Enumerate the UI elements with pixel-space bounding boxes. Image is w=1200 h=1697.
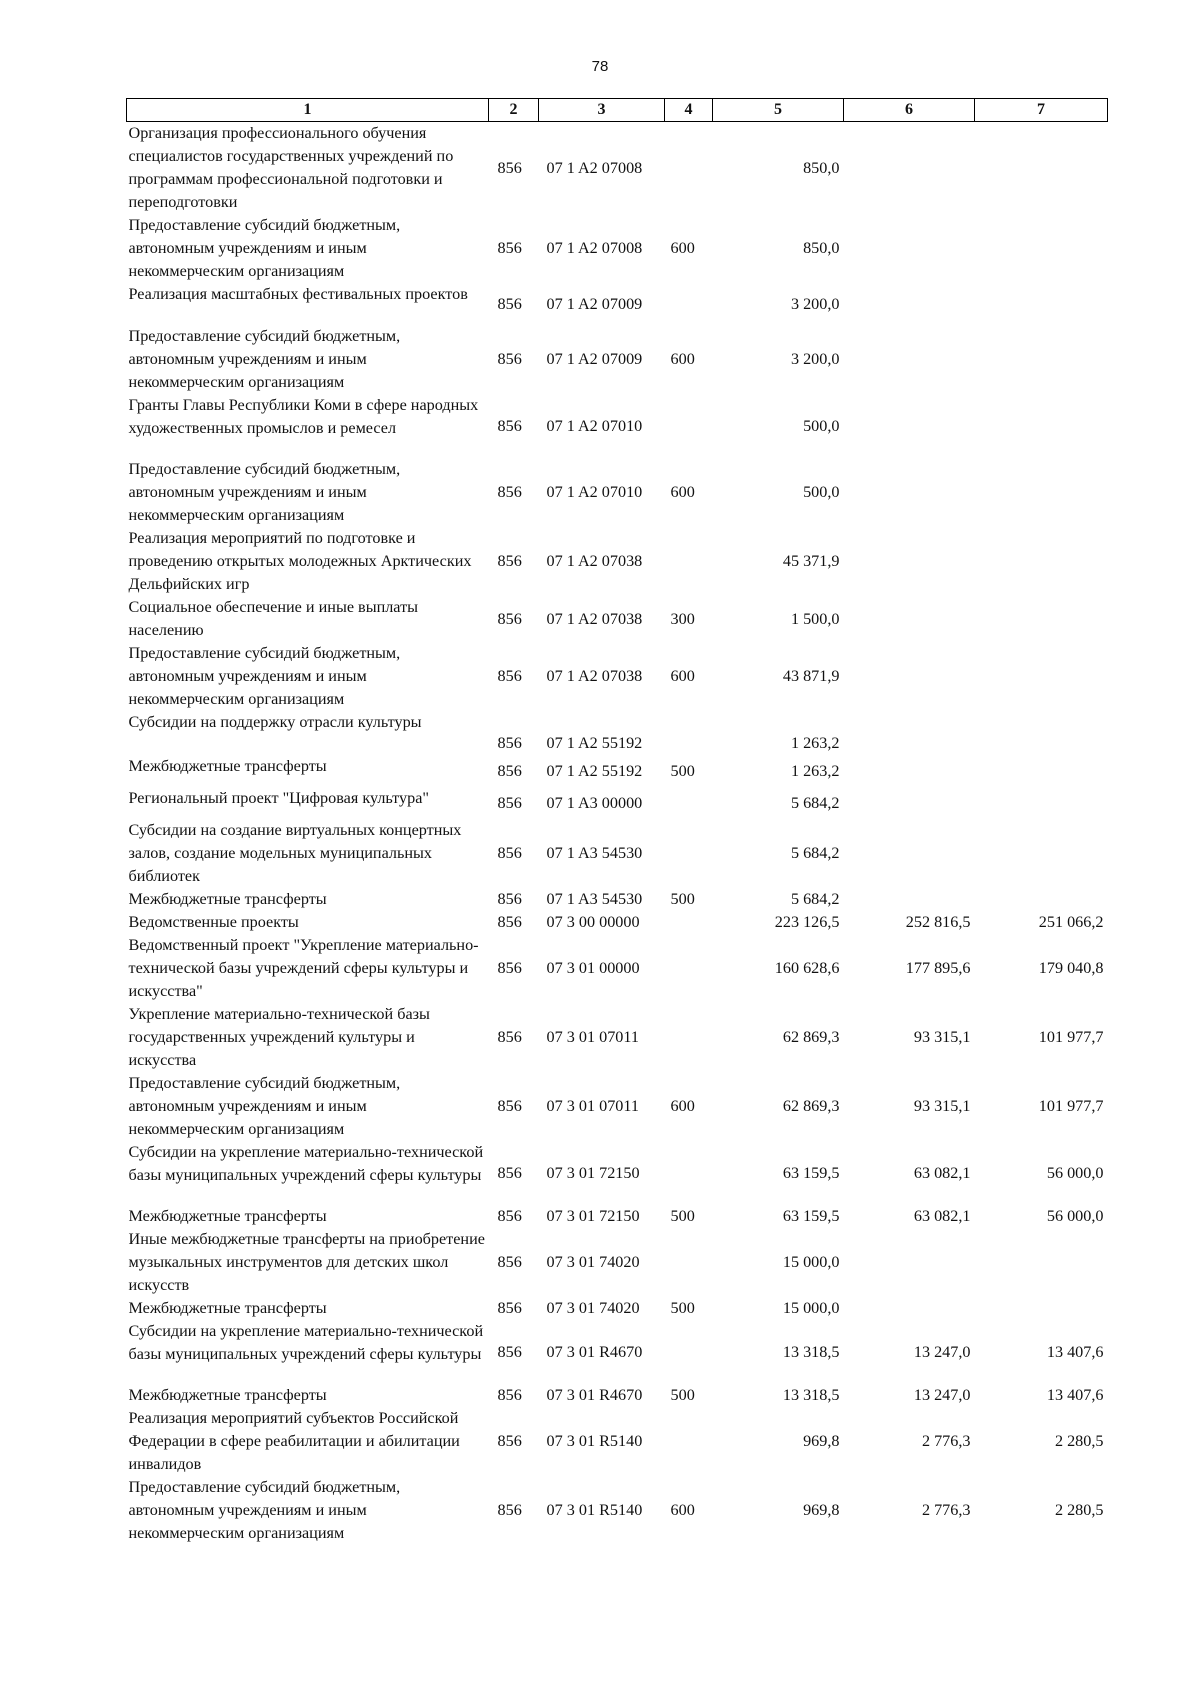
amount-col-6: 63 082,1 [913,1207,971,1225]
amount-col-7: 2 280,5 [1054,1432,1104,1450]
expense-type-code: 600 [670,483,695,501]
table-row [127,711,1108,755]
target-article-code: 07 3 01 00000 [546,959,640,977]
amount-col-7 [975,1228,1108,1297]
amount-col-6 [844,755,975,787]
column-header-6: 6 [844,99,975,122]
row-description: Социальное обеспечение и иные выплаты населению [128,598,419,639]
expense-type-code: 500 [670,761,695,780]
amount-col-5: 850,0 [803,239,840,257]
expense-type-code [665,787,713,819]
target-article-code: 07 1 A2 07009 [546,350,643,368]
table-row [127,527,1108,596]
expense-type-code [665,1320,713,1384]
table-row [127,325,1108,394]
admin-code: 856 [497,416,522,435]
row-description: Межбюджетные трансферты [128,1207,327,1225]
admin-code: 856 [497,1501,522,1519]
amount-col-7 [975,283,1108,325]
target-article-code: 07 3 01 72150 [546,1163,640,1182]
table-body [127,122,1108,1546]
budget-table [126,98,1108,1545]
admin-code: 856 [497,761,522,780]
row-description: Межбюджетные трансферты [128,1299,327,1317]
target-article-code: 07 1 A2 07038 [546,609,643,628]
amount-col-6 [844,1228,975,1297]
table-row [127,1072,1108,1141]
amount-col-5: 160 628,6 [774,959,840,977]
row-description: Межбюджетные трансферты [128,757,327,775]
amount-col-7 [975,214,1108,283]
row-description: Предоставление субсидий бюджетным, автономным учреждениям и иным некоммерческим организациям [128,1074,401,1138]
amount-col-6 [844,325,975,394]
amount-col-5: 850,0 [803,158,840,177]
amount-col-7 [975,711,1108,755]
row-description: Субсидии на поддержку отрасли культуры [128,713,422,731]
amount-col-5: 1 500,0 [790,609,840,628]
table-row [127,642,1108,711]
expense-type-code [665,1003,713,1072]
admin-code: 856 [497,890,522,908]
row-description: Ведомственный проект "Укрепление материально-технической базы учреждений сферы культуры и искусства" [128,936,479,1000]
row-description: Укрепление материально-технической базы государственных учреждений культуры и искусства [128,1005,430,1069]
target-article-code: 07 3 01 R4670 [546,1386,643,1404]
expense-type-code [665,122,713,215]
amount-col-5: 5 684,2 [790,844,840,862]
admin-code: 856 [497,734,522,752]
amount-col-5: 62 869,3 [782,1097,840,1115]
table-row [127,458,1108,527]
amount-col-7 [975,888,1108,911]
table-row [127,1003,1108,1072]
target-article-code: 07 1 A2 07038 [546,552,643,570]
page-number: 78 [591,58,609,75]
admin-code: 856 [497,844,522,862]
amount-col-6 [844,283,975,325]
admin-code: 856 [497,667,522,685]
table-row [127,1476,1108,1545]
table-row [127,394,1108,458]
amount-col-6 [844,888,975,911]
amount-col-6: 93 315,1 [913,1028,971,1046]
row-description: Реализация масштабных фестивальных проектов [128,285,468,303]
amount-col-5: 223 126,5 [774,913,840,931]
target-article-code: 07 3 01 74020 [546,1253,640,1271]
row-description: Организация профессионального обучения специалистов государственных учреждений по программам профессиональной подготовки и переподготовки [128,124,454,211]
amount-col-6 [844,819,975,888]
expense-type-code [665,527,713,596]
row-description: Иные межбюджетные трансферты на приобретение музыкальных инструментов для детских школ искусств [128,1230,485,1294]
amount-col-6 [844,596,975,642]
expense-type-code [665,819,713,888]
row-description: Региональный проект "Цифровая культура" [128,789,430,807]
row-description: Предоставление субсидий бюджетным, автономным учреждениям и иным некоммерческим организациям [128,327,401,391]
amount-col-5: 15 000,0 [782,1299,840,1317]
expense-type-code: 300 [670,609,695,628]
amount-col-5: 1 263,2 [790,734,840,752]
amount-col-7: 13 407,6 [1046,1342,1104,1361]
amount-col-7: 13 407,6 [1046,1386,1104,1404]
amount-col-6 [844,527,975,596]
row-description: Предоставление субсидий бюджетным, автономным учреждениям и иным некоммерческим организациям [128,644,401,708]
target-article-code: 07 1 A2 55192 [546,734,643,752]
expense-type-code: 600 [670,667,695,685]
amount-col-7 [975,394,1108,458]
amount-col-7 [975,325,1108,394]
row-description: Предоставление субсидий бюджетным, автономным учреждениям и иным некоммерческим организациям [128,1478,401,1542]
amount-col-7 [975,819,1108,888]
amount-col-6: 93 315,1 [913,1097,971,1115]
column-header-1: 1 [127,99,489,122]
row-description: Гранты Главы Республики Коми в сфере народных художественных промыслов и ремесел [128,396,479,437]
target-article-code: 07 3 01 R5140 [546,1432,643,1450]
target-article-code: 07 1 A3 54530 [546,890,643,908]
amount-col-7: 56 000,0 [1046,1163,1104,1182]
row-description: Субсидии на укрепление материально-технической базы муниципальных учреждений сферы культуры [128,1143,484,1184]
expense-type-code: 500 [670,1207,695,1225]
admin-code: 856 [497,1386,522,1404]
target-article-code: 07 3 01 07011 [546,1028,639,1046]
table-row [127,934,1108,1003]
table-row [127,122,1108,215]
row-description: Субсидии на создание виртуальных концертных залов, создание модельных муниципальных библиотек [128,821,462,885]
expense-type-code [665,1141,713,1205]
amount-col-7: 101 977,7 [1038,1097,1104,1115]
amount-col-7: 56 000,0 [1046,1207,1104,1225]
row-description: Реализация мероприятий по подготовке и проведению открытых молодежных Арктических Дельфийских игр [128,529,472,593]
admin-code: 856 [497,959,522,977]
amount-col-7 [975,122,1108,215]
amount-col-5: 13 318,5 [782,1342,840,1361]
amount-col-7 [975,458,1108,527]
amount-col-6: 177 895,6 [905,959,971,977]
row-description: Межбюджетные трансферты [128,890,327,908]
amount-col-5: 3 200,0 [790,350,840,368]
table-row [127,888,1108,911]
admin-code: 856 [497,294,522,313]
target-article-code: 07 3 01 R5140 [546,1501,643,1519]
row-description: Ведомственные проекты [128,913,299,931]
target-article-code: 07 1 A2 07010 [546,483,643,501]
target-article-code: 07 3 01 74020 [546,1299,640,1317]
amount-col-7: 101 977,7 [1038,1028,1104,1046]
admin-code: 856 [497,483,522,501]
target-article-code: 07 1 A2 07009 [546,294,643,313]
row-description: Реализация мероприятий субъектов Российской Федерации в сфере реабилитации и абилитации инвалидов [128,1409,460,1473]
admin-code: 856 [497,1299,522,1317]
expense-type-code [665,1228,713,1297]
expense-type-code: 500 [670,1386,695,1404]
admin-code: 856 [497,239,522,257]
header-row [127,99,1108,122]
amount-col-7 [975,642,1108,711]
expense-type-code: 500 [670,1299,695,1317]
target-article-code: 07 1 A2 07008 [546,158,643,177]
target-article-code: 07 1 A2 07038 [546,667,643,685]
admin-code: 856 [497,609,522,628]
target-article-code: 07 1 A2 55192 [546,761,643,780]
amount-col-6 [844,458,975,527]
table-row [127,787,1108,819]
table-row [127,596,1108,642]
amount-col-7 [975,1297,1108,1320]
amount-col-7 [975,527,1108,596]
target-article-code: 07 3 01 R4670 [546,1342,643,1361]
amount-col-5: 62 869,3 [782,1028,840,1046]
expense-type-code [665,711,713,755]
amount-col-6 [844,214,975,283]
expense-type-code: 500 [670,890,695,908]
row-description: Межбюджетные трансферты [128,1386,327,1404]
column-header-3: 3 [539,99,665,122]
admin-code: 856 [497,1207,522,1225]
amount-col-6 [844,642,975,711]
amount-col-5: 15 000,0 [782,1253,840,1271]
table-row [127,1384,1108,1407]
expense-type-code: 600 [670,239,695,257]
table-header [127,99,1108,122]
amount-col-5: 5 684,2 [790,890,840,908]
admin-code: 856 [497,913,522,931]
amount-col-7 [975,787,1108,819]
table-row [127,1320,1108,1384]
table-row [127,1205,1108,1228]
amount-col-6 [844,787,975,819]
amount-col-7: 2 280,5 [1054,1501,1104,1519]
amount-col-6: 252 816,5 [905,913,971,931]
table-row [127,214,1108,283]
amount-col-6: 63 082,1 [913,1163,971,1182]
amount-col-5: 5 684,2 [790,793,840,812]
table-row [127,911,1108,934]
admin-code: 856 [497,1097,522,1115]
target-article-code: 07 1 A3 00000 [546,793,643,812]
expense-type-code [665,1407,713,1476]
amount-col-6 [844,394,975,458]
amount-col-5: 3 200,0 [790,294,840,313]
target-article-code: 07 3 01 07011 [546,1097,639,1115]
amount-col-7 [975,755,1108,787]
expense-type-code: 600 [670,350,695,368]
amount-col-5: 45 371,9 [782,552,840,570]
amount-col-5: 63 159,5 [782,1207,840,1225]
admin-code: 856 [497,793,522,812]
amount-col-6 [844,711,975,755]
amount-col-7: 251 066,2 [1038,913,1104,931]
amount-col-6: 2 776,3 [921,1432,971,1450]
amount-col-5: 969,8 [803,1501,840,1519]
amount-col-5: 969,8 [803,1432,840,1450]
admin-code: 856 [497,1432,522,1450]
expense-type-code: 600 [670,1097,695,1115]
expense-type-code: 600 [670,1501,695,1519]
admin-code: 856 [497,1253,522,1271]
table-row [127,1297,1108,1320]
amount-col-6: 13 247,0 [913,1342,971,1361]
target-article-code: 07 1 A3 54530 [546,844,643,862]
amount-col-5: 1 263,2 [790,761,840,780]
table-row [127,283,1108,325]
table-row [127,755,1108,787]
target-article-code: 07 3 00 00000 [546,913,640,931]
expense-type-code [665,394,713,458]
table-row [127,1407,1108,1476]
target-article-code: 07 1 A2 07010 [546,416,643,435]
expense-type-code [665,283,713,325]
column-header-5: 5 [713,99,844,122]
table-row [127,1228,1108,1297]
amount-col-5: 63 159,5 [782,1163,840,1182]
expense-type-code [665,934,713,1003]
admin-code: 856 [497,1342,522,1361]
target-article-code: 07 1 A2 07008 [546,239,643,257]
admin-code: 856 [497,1163,522,1182]
admin-code: 856 [497,1028,522,1046]
target-article-code: 07 3 01 72150 [546,1207,640,1225]
admin-code: 856 [497,552,522,570]
admin-code: 856 [497,350,522,368]
amount-col-5: 500,0 [803,416,840,435]
amount-col-5: 13 318,5 [782,1386,840,1404]
table-row [127,1141,1108,1205]
amount-col-5: 500,0 [803,483,840,501]
amount-col-5: 43 871,9 [782,667,840,685]
column-header-4: 4 [665,99,713,122]
amount-col-6 [844,1297,975,1320]
column-header-2: 2 [489,99,539,122]
table-row [127,819,1108,888]
column-header-7: 7 [975,99,1108,122]
amount-col-6 [844,122,975,215]
expense-type-code [665,911,713,934]
admin-code: 856 [497,158,522,177]
row-description: Предоставление субсидий бюджетным, автономным учреждениям и иным некоммерческим организациям [128,216,401,280]
amount-col-7 [975,596,1108,642]
row-description: Предоставление субсидий бюджетным, автономным учреждениям и иным некоммерческим организациям [128,460,401,524]
amount-col-6: 2 776,3 [921,1501,971,1519]
amount-col-7: 179 040,8 [1038,959,1104,977]
amount-col-6: 13 247,0 [913,1386,971,1404]
row-description: Субсидии на укрепление материально-технической базы муниципальных учреждений сферы культуры [128,1322,484,1363]
